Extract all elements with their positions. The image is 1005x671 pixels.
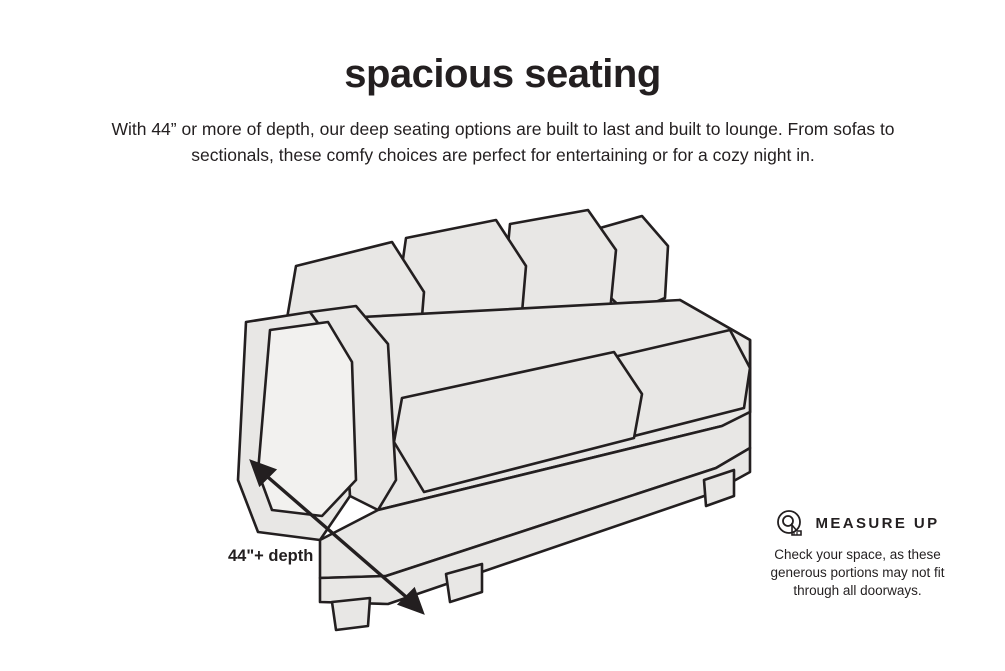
measure-up-title: MEASURE UP	[815, 514, 940, 532]
measure-note-line-2: generous portions may not fit	[770, 565, 945, 580]
page-title: spacious seating	[344, 52, 661, 96]
depth-dimension-label: 44"+ depth	[228, 547, 314, 565]
measure-note-line-3: through all doorways.	[793, 583, 922, 598]
measure-up-callout	[735, 508, 980, 600]
description-text: With 44” or more of depth, our deep seating options are built to last and built to lounge. From sofas to sectionals, these comfy choices are perfect for entertaining or for a cozy night in.	[111, 119, 895, 165]
depth-arrow	[240, 450, 440, 630]
measure-note-line-1: Check your space, as these	[774, 547, 941, 562]
tape-measure-icon	[775, 508, 805, 538]
